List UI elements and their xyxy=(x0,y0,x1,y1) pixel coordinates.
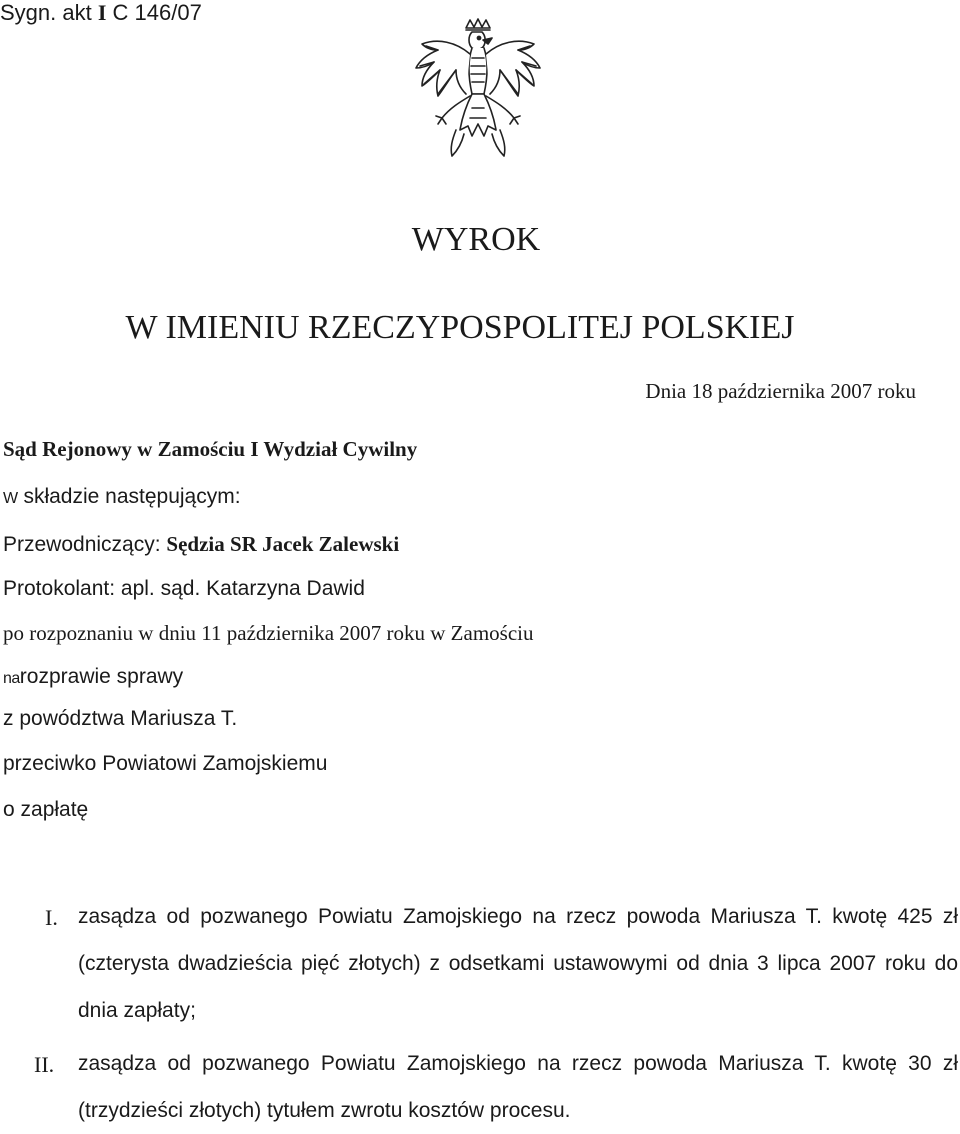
defendant-info: przeciwko Powiatowi Zamojskiemu xyxy=(3,752,328,775)
composition-rest: składzie następującym: xyxy=(23,485,241,508)
case-subject: o zapłatę xyxy=(3,798,89,821)
clerk-label: Protokolant: apl. xyxy=(3,577,155,600)
presiding-name: Sędzia SR Jacek Zalewski xyxy=(166,532,400,556)
ruling-number: I. xyxy=(45,905,58,930)
proceeding-prefix: na xyxy=(3,670,20,687)
hearing-info: po rozpoznaniu w dniu 11 października 2007 roku w Zamościu xyxy=(3,621,534,645)
document-title: WYROK xyxy=(411,221,541,258)
document-subtitle: W IMIENIU RZECZYPOSPOLITEJ POLSKIEJ xyxy=(125,309,795,346)
clerk-name: sąd. Katarzyna Dawid xyxy=(160,577,365,600)
ruling-number: II. xyxy=(34,1052,55,1077)
case-signature-roman: I xyxy=(97,0,107,25)
case-signature xyxy=(0,0,202,26)
judgment-date: Dnia 18 października 2007 roku xyxy=(645,379,916,403)
proceeding-rest: rozprawie sprawy xyxy=(19,665,184,688)
ruling-text: zasądza od pozwanego Powiatu Zamojskiego na rzecz powoda Mariusza T. kwotę 425 zł (czterysta dwadzieścia pięć złotych) z odsetkami ustawowymi od dnia 3 lipca 2007 roku do dnia zapłaty; xyxy=(78,905,958,1022)
court-name: Sąd Rejonowy w Zamościu I Wydział Cywilny xyxy=(3,437,418,461)
presiding-judge xyxy=(3,531,399,558)
court-composition xyxy=(3,484,241,512)
eagle-emblem-icon xyxy=(412,18,544,160)
presiding-label: Przewodniczący: xyxy=(3,533,161,556)
composition-prefix: W xyxy=(3,490,18,507)
court-clerk xyxy=(3,576,365,602)
case-signature-number: C 146/07 xyxy=(112,0,202,25)
ruling-text: zasądza od pozwanego Powiatu Zamojskiego na rzecz powoda Mariusza T. kwotę 30 zł (trzydzieści złotych) tytułem zwrotu kosztów procesu. xyxy=(78,1052,958,1122)
proceeding-info xyxy=(3,664,183,692)
plaintiff-info: z powództwa Mariusza T. xyxy=(3,707,238,730)
case-signature-prefix: Sygn. akt xyxy=(0,0,92,25)
